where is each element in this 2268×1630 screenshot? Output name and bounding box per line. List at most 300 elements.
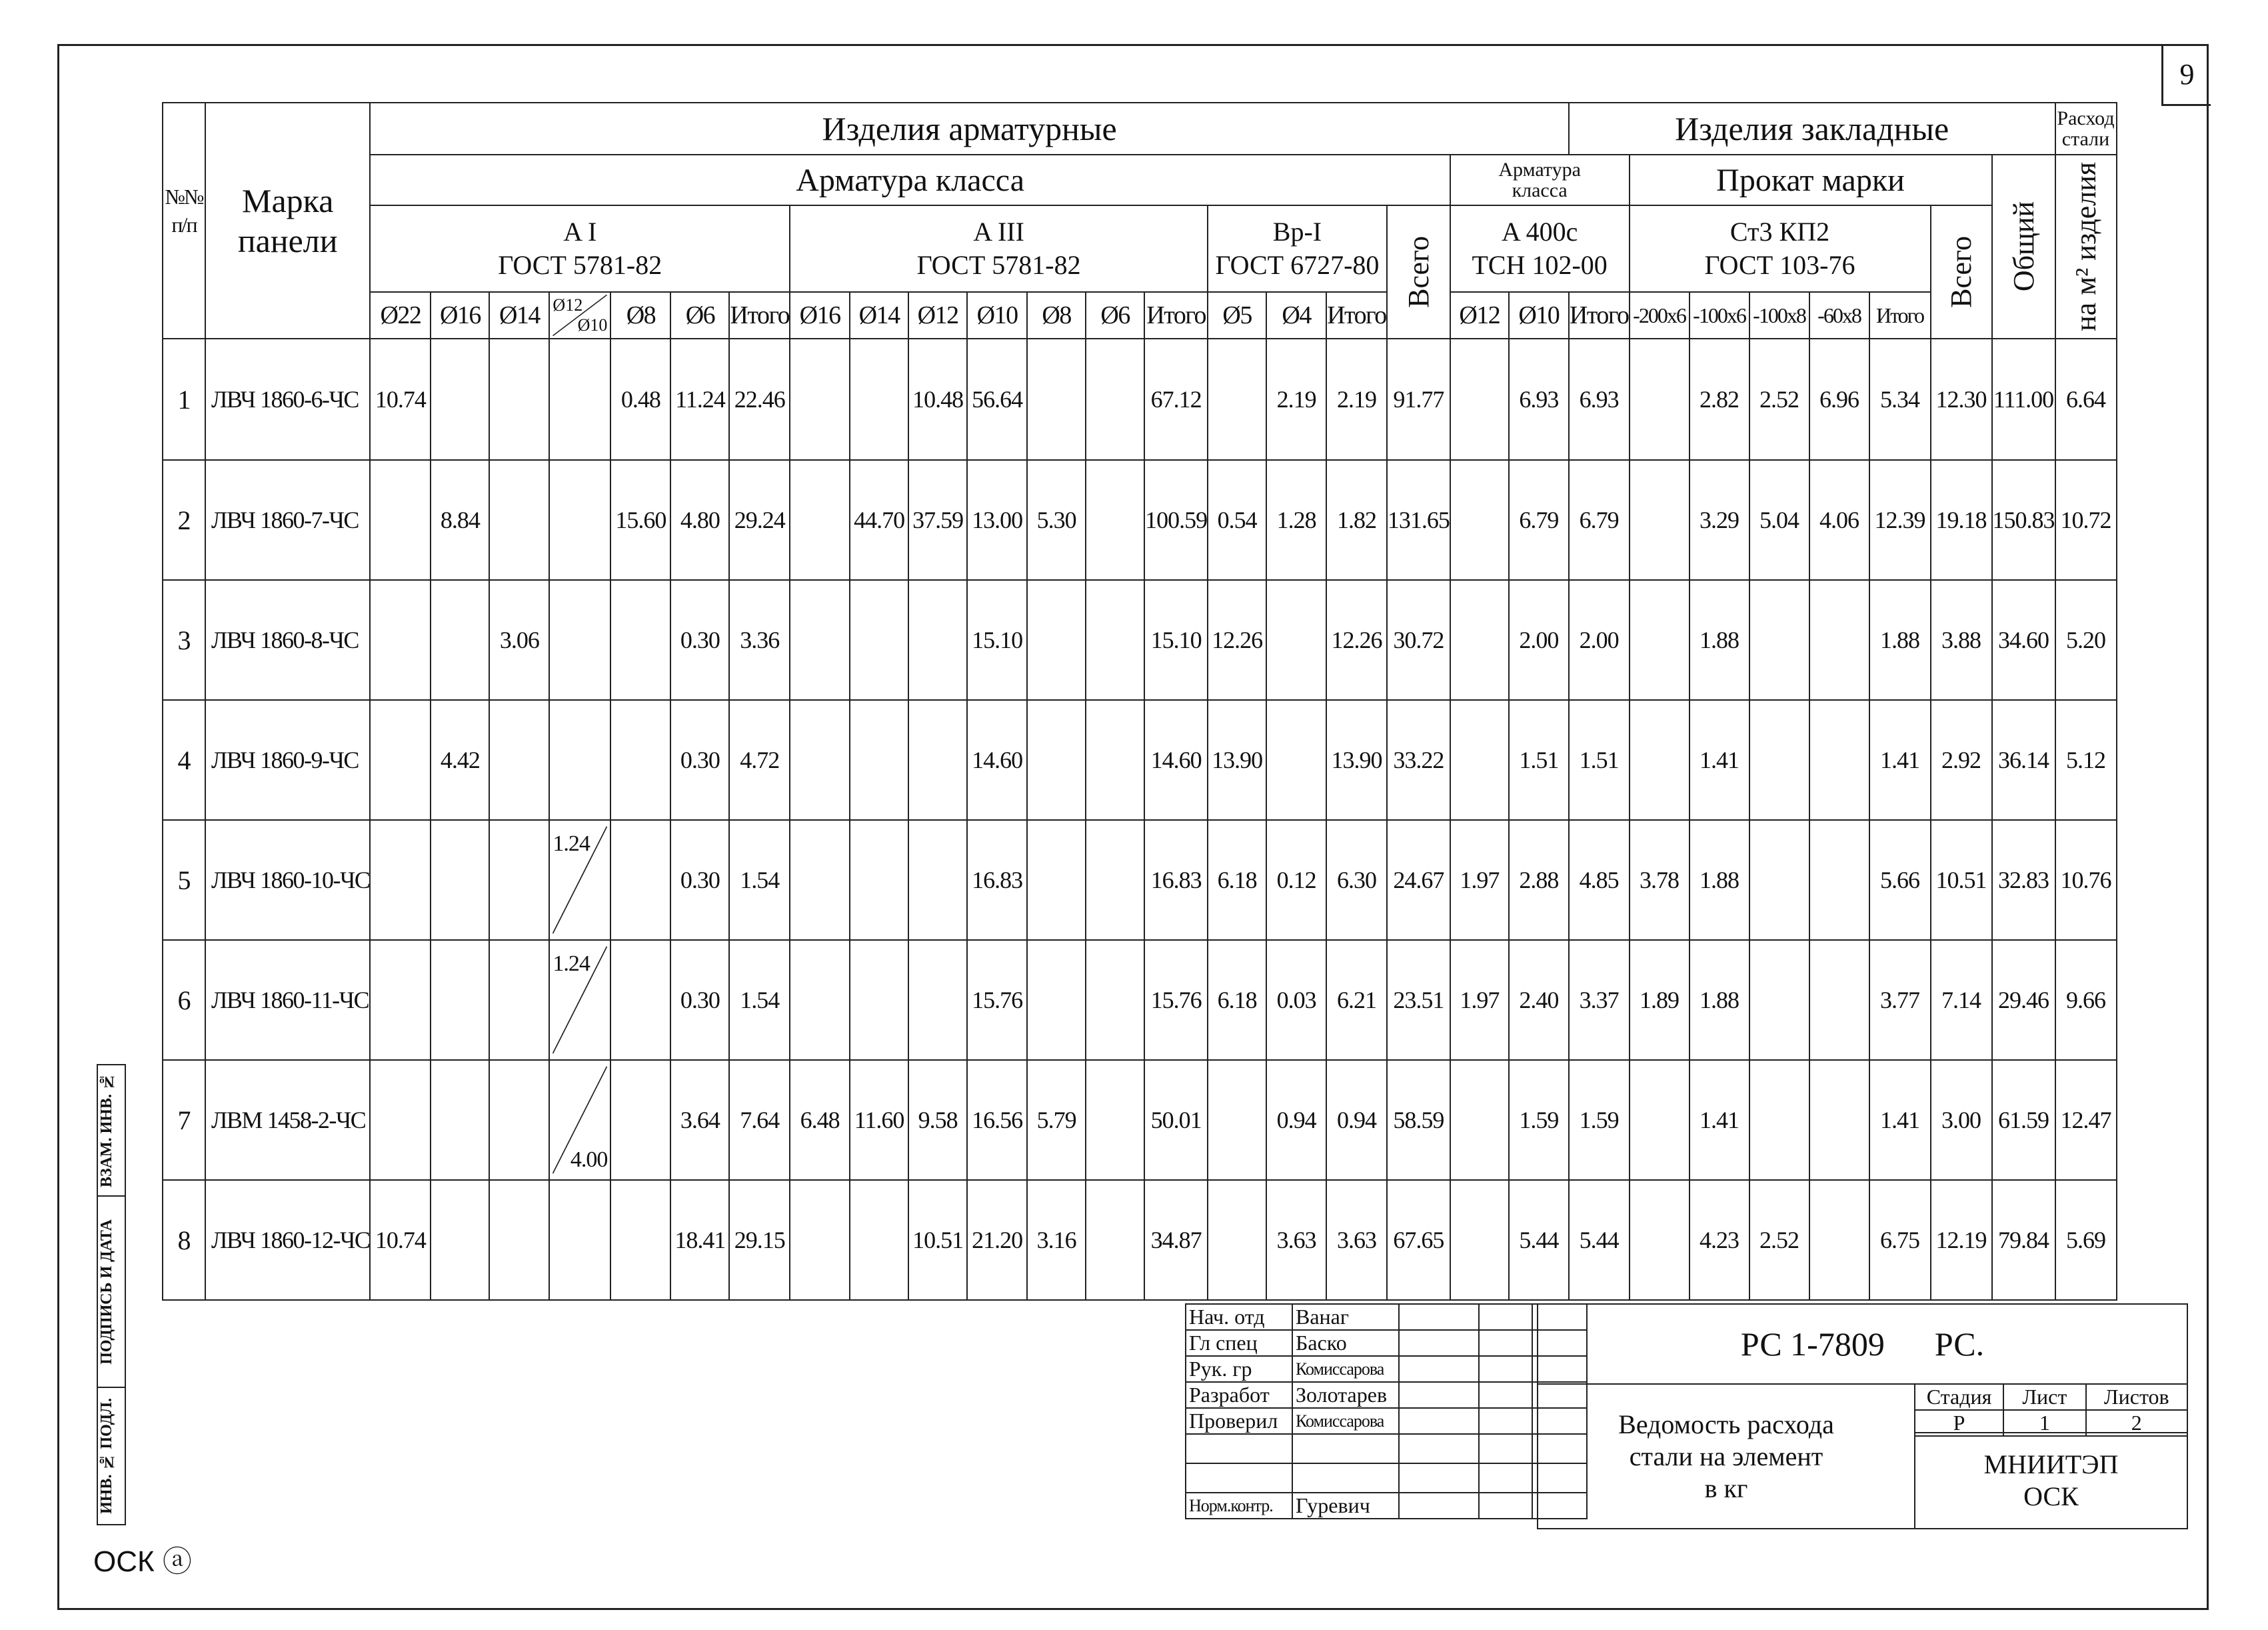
cell-a1 bbox=[549, 460, 610, 580]
cell-a400: 1.51 bbox=[1569, 700, 1630, 820]
signature-cell bbox=[1399, 1304, 1479, 1330]
subheader-a3: Ø10 bbox=[967, 292, 1027, 339]
subheader-st3: -100x8 bbox=[1749, 292, 1809, 339]
row-panel-mark: ЛВЧ 1860-6-ЧС bbox=[205, 339, 370, 460]
cell-a3 bbox=[1086, 339, 1144, 460]
cell-total-reinf: 33.22 bbox=[1387, 700, 1450, 820]
cell-total: 150.83 bbox=[1992, 460, 2055, 580]
signature-cell bbox=[1399, 1408, 1479, 1434]
header-embedded-items: Изделия закладные bbox=[1569, 103, 2055, 155]
frac-top: Ø12 bbox=[553, 295, 583, 315]
cell-a1 bbox=[549, 580, 610, 700]
cell-a1 bbox=[370, 820, 431, 940]
cell-total-embedded: 3.00 bbox=[1931, 1060, 1992, 1180]
title-block bbox=[162, 1303, 2188, 1529]
cell-total-reinf: 67.65 bbox=[1387, 1180, 1450, 1300]
cell-a3 bbox=[790, 940, 850, 1060]
sheet-label: Лист bbox=[2003, 1384, 2085, 1410]
cell-a400: 2.88 bbox=[1509, 820, 1569, 940]
cell-bp1 bbox=[1266, 580, 1326, 700]
cell-a1 bbox=[431, 1060, 489, 1180]
table-row bbox=[163, 339, 2117, 460]
cell-a1: 1.54 bbox=[729, 940, 790, 1060]
cell-a1 bbox=[610, 580, 670, 700]
header-num: №№ п/п bbox=[163, 103, 205, 339]
cell-st3: 6.75 bbox=[1869, 1180, 1931, 1300]
cell-a3 bbox=[790, 339, 850, 460]
cell-st3: 1.89 bbox=[1630, 940, 1690, 1060]
cell-a3: 34.87 bbox=[1144, 1180, 1208, 1300]
cell-a1: 3.06 bbox=[489, 580, 549, 700]
cell-a1 bbox=[431, 820, 489, 940]
signature-cell bbox=[1399, 1356, 1479, 1382]
cell-a1 bbox=[489, 940, 549, 1060]
date-cell bbox=[1479, 1330, 1532, 1356]
header-embedded-reinf-class: Арматура класса bbox=[1450, 155, 1630, 205]
signer-name bbox=[1292, 1463, 1399, 1493]
cell-a1 bbox=[489, 339, 549, 460]
cell-a3: 10.48 bbox=[908, 339, 967, 460]
cell-a3 bbox=[790, 700, 850, 820]
header-a400: A 400c ТСН 102-00 bbox=[1450, 205, 1630, 292]
cell-a1: 29.24 bbox=[729, 460, 790, 580]
cell-a1 bbox=[610, 1060, 670, 1180]
cell-st3 bbox=[1749, 1060, 1809, 1180]
cell-a3: 5.30 bbox=[1027, 460, 1086, 580]
cell-bp1 bbox=[1208, 1180, 1266, 1300]
cell-bp1: 0.94 bbox=[1326, 1060, 1387, 1180]
cell-a1: 18.41 bbox=[670, 1180, 729, 1300]
role-label: Проверил bbox=[1186, 1408, 1292, 1434]
strip-label-original: ИНВ. № ПОДЛ. bbox=[98, 1398, 115, 1514]
cell-st3: 3.29 bbox=[1690, 460, 1749, 580]
signer-name: Ванаг bbox=[1292, 1304, 1399, 1330]
cell-total-reinf: 23.51 bbox=[1387, 940, 1450, 1060]
subheader-a1: Ø6 bbox=[670, 292, 729, 339]
cell-a400: 2.40 bbox=[1509, 940, 1569, 1060]
cell-a400 bbox=[1450, 700, 1509, 820]
cell-st3 bbox=[1630, 460, 1690, 580]
frac-bottom: Ø10 bbox=[577, 315, 608, 335]
table-row bbox=[163, 580, 2117, 700]
steel-consumption-table bbox=[162, 102, 2117, 1301]
cell-total-embedded: 7.14 bbox=[1931, 940, 1992, 1060]
signature-cell bbox=[1399, 1382, 1479, 1408]
cell-a1: 0.48 bbox=[610, 339, 670, 460]
page-number: 9 bbox=[2161, 44, 2211, 106]
header-bp1: Вр-I ГОСТ 6727-80 bbox=[1208, 205, 1387, 292]
cell-a400 bbox=[1450, 1060, 1509, 1180]
header-total-reinf bbox=[1387, 205, 1450, 339]
cell-st3 bbox=[1749, 820, 1809, 940]
cell-st3 bbox=[1809, 940, 1869, 1060]
cell-a400: 1.59 bbox=[1509, 1060, 1569, 1180]
cell-a1 bbox=[431, 339, 489, 460]
cell-total-embedded: 12.30 bbox=[1931, 339, 1992, 460]
cell-total-reinf: 58.59 bbox=[1387, 1060, 1450, 1180]
cell-a3: 5.79 bbox=[1027, 1060, 1086, 1180]
header-per-m2-label: на м² изделия bbox=[2069, 162, 2102, 331]
cell-bp1: 6.21 bbox=[1326, 940, 1387, 1060]
cell-a3: 14.60 bbox=[967, 700, 1027, 820]
cell-total: 36.14 bbox=[1992, 700, 2055, 820]
cell-a3: 14.60 bbox=[1144, 700, 1208, 820]
cell-a1 bbox=[489, 820, 549, 940]
cell-bp1: 6.18 bbox=[1208, 820, 1266, 940]
cell-a3 bbox=[908, 700, 967, 820]
cell-st3 bbox=[1749, 940, 1809, 1060]
diag-value: 1.24 bbox=[553, 951, 590, 976]
cell-a1 bbox=[431, 1180, 489, 1300]
subheader-a1: Итого bbox=[729, 292, 790, 339]
cell-a400: 6.93 bbox=[1569, 339, 1630, 460]
approval-strip bbox=[97, 1064, 126, 1525]
cell-st3 bbox=[1630, 339, 1690, 460]
cell-st3 bbox=[1749, 580, 1809, 700]
date-cell bbox=[1479, 1304, 1532, 1330]
strip-cell bbox=[97, 1065, 125, 1196]
cell-a3 bbox=[1027, 339, 1086, 460]
cell-a3: 16.56 bbox=[967, 1060, 1027, 1180]
cell-st3: 1.41 bbox=[1869, 1060, 1931, 1180]
cell-total: 32.83 bbox=[1992, 820, 2055, 940]
cell-total-embedded: 12.19 bbox=[1931, 1180, 1992, 1300]
cell-a1: 22.46 bbox=[729, 339, 790, 460]
cell-a1 bbox=[549, 1180, 610, 1300]
subheader-a400: Ø10 bbox=[1509, 292, 1569, 339]
cell-bp1: 2.19 bbox=[1326, 339, 1387, 460]
stage-table bbox=[1914, 1383, 2188, 1437]
cell-a3: 15.10 bbox=[1144, 580, 1208, 700]
cell-a400: 1.97 bbox=[1450, 820, 1509, 940]
cell-a1: 4.72 bbox=[729, 700, 790, 820]
diag-value: 4.00 bbox=[570, 1147, 608, 1172]
row-number: 2 bbox=[163, 460, 205, 580]
subheader-a400: Итого bbox=[1569, 292, 1630, 339]
header-total-embedded bbox=[1931, 205, 1992, 339]
subheader-bp1: Ø4 bbox=[1266, 292, 1326, 339]
cell-a3: 11.60 bbox=[850, 1060, 908, 1180]
date-cell bbox=[1479, 1356, 1532, 1382]
subheader-a1: Ø22 bbox=[370, 292, 431, 339]
cell-a400: 4.85 bbox=[1569, 820, 1630, 940]
cell-st3: 12.39 bbox=[1869, 460, 1931, 580]
cell-a1 bbox=[610, 700, 670, 820]
cell-bp1: 2.19 bbox=[1266, 339, 1326, 460]
subheader-st3: -60x8 bbox=[1809, 292, 1869, 339]
subheader-a1: Ø14 bbox=[489, 292, 549, 339]
cell-bp1: 0.94 bbox=[1266, 1060, 1326, 1180]
cell-a400: 5.44 bbox=[1509, 1180, 1569, 1300]
cell-st3: 1.88 bbox=[1690, 820, 1749, 940]
row-number: 6 bbox=[163, 940, 205, 1060]
cell-st3: 4.23 bbox=[1690, 1180, 1749, 1300]
cell-a3: 44.70 bbox=[850, 460, 908, 580]
cell-a1: 0.30 bbox=[670, 820, 729, 940]
cell-total-reinf: 91.77 bbox=[1387, 339, 1450, 460]
cell-per-m2: 10.76 bbox=[2055, 820, 2117, 940]
subheader-st3: -200x6 bbox=[1630, 292, 1690, 339]
cell-a3 bbox=[1086, 820, 1144, 940]
role-label bbox=[1186, 1434, 1292, 1463]
cell-a1 bbox=[549, 339, 610, 460]
table-row bbox=[163, 1060, 2117, 1180]
header-total-label: Общий bbox=[2007, 201, 2040, 292]
cell-a1 bbox=[370, 580, 431, 700]
cell-total: 111.00 bbox=[1992, 339, 2055, 460]
cell-a400: 1.97 bbox=[1450, 940, 1509, 1060]
subheader-a3: Итого bbox=[1144, 292, 1208, 339]
cell-a1 bbox=[610, 940, 670, 1060]
row-panel-mark: ЛВМ 1458-2-ЧС bbox=[205, 1060, 370, 1180]
subheader-a400: Ø12 bbox=[1450, 292, 1509, 339]
date-cell bbox=[1479, 1493, 1532, 1519]
cell-a3: 37.59 bbox=[908, 460, 967, 580]
cell-a3 bbox=[850, 700, 908, 820]
cell-bp1: 6.30 bbox=[1326, 820, 1387, 940]
cell-st3 bbox=[1630, 1060, 1690, 1180]
cell-a1: 4.80 bbox=[670, 460, 729, 580]
cell-per-m2: 5.12 bbox=[2055, 700, 2117, 820]
cell-a3 bbox=[1086, 940, 1144, 1060]
cell-a3 bbox=[908, 940, 967, 1060]
cell-st3: 4.06 bbox=[1809, 460, 1869, 580]
cell-a400 bbox=[1450, 460, 1509, 580]
cell-a1: 15.60 bbox=[610, 460, 670, 580]
cell-a1: 4.42 bbox=[431, 700, 489, 820]
cell-bp1 bbox=[1208, 339, 1266, 460]
signer-name: Золотарев bbox=[1292, 1382, 1399, 1408]
row-panel-mark: ЛВЧ 1860-8-ЧС bbox=[205, 580, 370, 700]
document-code: РС 1-7809 РС. bbox=[1537, 1303, 2188, 1385]
cell-a400 bbox=[1450, 580, 1509, 700]
cell-a1 bbox=[431, 940, 489, 1060]
strip-label-signature: ПОДПИСЬ И ДАТА bbox=[98, 1219, 115, 1365]
date-cell bbox=[1479, 1408, 1532, 1434]
cell-st3 bbox=[1630, 1180, 1690, 1300]
cell-total-embedded: 2.92 bbox=[1931, 700, 1992, 820]
cell-a400: 2.00 bbox=[1569, 580, 1630, 700]
cell-a3 bbox=[850, 339, 908, 460]
header-steel-use: Расход стали bbox=[2055, 103, 2117, 155]
cell-a400: 2.00 bbox=[1509, 580, 1569, 700]
cell-bp1: 3.63 bbox=[1266, 1180, 1326, 1300]
table-row bbox=[163, 940, 2117, 1060]
cell-a3 bbox=[908, 820, 967, 940]
role-label: Гл спец bbox=[1186, 1330, 1292, 1356]
subheader-a1: Ø16 bbox=[431, 292, 489, 339]
cell-total: 79.84 bbox=[1992, 1180, 2055, 1300]
cell-a3: 16.83 bbox=[1144, 820, 1208, 940]
cell-a1 bbox=[370, 940, 431, 1060]
cell-a1 bbox=[489, 460, 549, 580]
cell-st3: 3.77 bbox=[1869, 940, 1931, 1060]
cell-a3: 21.20 bbox=[967, 1180, 1027, 1300]
cell-st3 bbox=[1630, 700, 1690, 820]
cell-a400 bbox=[1450, 1180, 1509, 1300]
cell-per-m2: 5.69 bbox=[2055, 1180, 2117, 1300]
cell-bp1: 12.26 bbox=[1326, 580, 1387, 700]
cell-a3 bbox=[1086, 1180, 1144, 1300]
cell-total-embedded: 19.18 bbox=[1931, 460, 1992, 580]
table-row bbox=[163, 1180, 2117, 1300]
cell-bp1: 0.03 bbox=[1266, 940, 1326, 1060]
cell-a3 bbox=[790, 460, 850, 580]
header-total bbox=[1992, 155, 2055, 339]
role-label: Разработ bbox=[1186, 1382, 1292, 1408]
cell-st3 bbox=[1809, 700, 1869, 820]
cell-a1 bbox=[370, 460, 431, 580]
header-reinforcement-class: Арматура класса bbox=[370, 155, 1450, 205]
diag-value: 1.24 bbox=[553, 831, 590, 856]
cell-a3 bbox=[1027, 940, 1086, 1060]
header-per-m2 bbox=[2055, 155, 2117, 339]
row-number: 3 bbox=[163, 580, 205, 700]
stage-label: Стадия bbox=[1915, 1384, 2003, 1410]
row-number: 5 bbox=[163, 820, 205, 940]
role-label: Нач. отд bbox=[1186, 1304, 1292, 1330]
cell-st3 bbox=[1809, 820, 1869, 940]
table-row bbox=[163, 820, 2117, 940]
date-cell bbox=[1479, 1463, 1532, 1493]
cell-a1: 3.64 bbox=[670, 1060, 729, 1180]
cell-a3: 3.16 bbox=[1027, 1180, 1086, 1300]
cell-a1: 0.30 bbox=[670, 700, 729, 820]
date-cell bbox=[1479, 1382, 1532, 1408]
cell-a400: 6.79 bbox=[1569, 460, 1630, 580]
footer-mark: ОСК ⓐ bbox=[93, 1545, 192, 1578]
cell-a400: 6.79 bbox=[1509, 460, 1569, 580]
cell-total-reinf: 131.65 bbox=[1387, 460, 1450, 580]
cell-a3 bbox=[1086, 580, 1144, 700]
cell-total-reinf: 24.67 bbox=[1387, 820, 1450, 940]
cell-per-m2: 6.64 bbox=[2055, 339, 2117, 460]
signer-name: Гуревич bbox=[1292, 1493, 1399, 1519]
cell-a3 bbox=[1027, 700, 1086, 820]
subheader-st3: -100x6 bbox=[1690, 292, 1749, 339]
row-panel-mark: ЛВЧ 1860-10-ЧС bbox=[205, 820, 370, 940]
role-label bbox=[1186, 1463, 1292, 1493]
cell-a1: 1.54 bbox=[729, 820, 790, 940]
cell-a3: 15.76 bbox=[1144, 940, 1208, 1060]
cell-a3 bbox=[908, 580, 967, 700]
signature-cell bbox=[1399, 1493, 1479, 1519]
cell-total-embedded: 3.88 bbox=[1931, 580, 1992, 700]
row-panel-mark: ЛВЧ 1860-11-ЧС bbox=[205, 940, 370, 1060]
cell-a1 bbox=[610, 1180, 670, 1300]
cell-a1-d12-d10 bbox=[549, 1060, 610, 1180]
table-row bbox=[163, 700, 2117, 820]
cell-st3 bbox=[1809, 580, 1869, 700]
header-mark: Марка панели bbox=[205, 103, 370, 339]
subheader-a1: Ø8 bbox=[610, 292, 670, 339]
row-panel-mark: ЛВЧ 1860-9-ЧС bbox=[205, 700, 370, 820]
signature-cell bbox=[1399, 1463, 1479, 1493]
header-rolled-steel: Прокат марки bbox=[1630, 155, 1992, 205]
header-total-embedded-label: Всего bbox=[1945, 236, 1977, 308]
cell-total: 34.60 bbox=[1992, 580, 2055, 700]
row-number: 7 bbox=[163, 1060, 205, 1180]
strip-cell bbox=[97, 1196, 125, 1387]
cell-bp1: 1.82 bbox=[1326, 460, 1387, 580]
cell-a1: 11.24 bbox=[670, 339, 729, 460]
cell-a400 bbox=[1450, 339, 1509, 460]
document-title: Ведомость расхода стали на элемент в кг bbox=[1537, 1383, 1915, 1529]
subheader-bp1: Итого bbox=[1326, 292, 1387, 339]
cell-per-m2: 10.72 bbox=[2055, 460, 2117, 580]
cell-a3 bbox=[1086, 700, 1144, 820]
cell-a3: 10.51 bbox=[908, 1180, 967, 1300]
strip-label-replace: ВЗАМ. ИНВ. № bbox=[98, 1073, 115, 1188]
cell-a3: 9.58 bbox=[908, 1060, 967, 1180]
cell-bp1: 3.63 bbox=[1326, 1180, 1387, 1300]
role-label: Рук. гр bbox=[1186, 1356, 1292, 1382]
cell-a1 bbox=[610, 820, 670, 940]
cell-bp1: 12.26 bbox=[1208, 580, 1266, 700]
cell-a3: 6.48 bbox=[790, 1060, 850, 1180]
cell-st3 bbox=[1630, 580, 1690, 700]
cell-bp1: 6.18 bbox=[1208, 940, 1266, 1060]
cell-a3: 100.59 bbox=[1144, 460, 1208, 580]
subheader-a3: Ø12 bbox=[908, 292, 967, 339]
header-reinforcement-items: Изделия арматурные bbox=[370, 103, 1568, 155]
cell-st3: 1.41 bbox=[1690, 1060, 1749, 1180]
cell-a1 bbox=[370, 1060, 431, 1180]
cell-a3 bbox=[850, 1180, 908, 1300]
cell-a1: 10.74 bbox=[370, 339, 431, 460]
signer-name: Комиссарова bbox=[1292, 1356, 1399, 1382]
cell-a400: 1.59 bbox=[1569, 1060, 1630, 1180]
cell-a3 bbox=[790, 580, 850, 700]
cell-a1 bbox=[431, 580, 489, 700]
subheader-st3: Итого bbox=[1869, 292, 1931, 339]
cell-a3: 16.83 bbox=[967, 820, 1027, 940]
cell-st3: 2.52 bbox=[1749, 1180, 1809, 1300]
cell-st3: 3.78 bbox=[1630, 820, 1690, 940]
signature-cell bbox=[1399, 1330, 1479, 1356]
sheets-label: Листов bbox=[2086, 1384, 2187, 1410]
row-panel-mark: ЛВЧ 1860-7-ЧС bbox=[205, 460, 370, 580]
stage-value: Р bbox=[1915, 1410, 2003, 1436]
cell-a1: 29.15 bbox=[729, 1180, 790, 1300]
cell-a1-d12-d10 bbox=[549, 940, 610, 1060]
cell-a1: 0.30 bbox=[670, 580, 729, 700]
cell-a3: 13.00 bbox=[967, 460, 1027, 580]
table-row bbox=[163, 460, 2117, 580]
signer-name: Баско bbox=[1292, 1330, 1399, 1356]
subheader-a3: Ø6 bbox=[1086, 292, 1144, 339]
cell-a3: 15.10 bbox=[967, 580, 1027, 700]
cell-a1 bbox=[370, 700, 431, 820]
signature-cell bbox=[1399, 1434, 1479, 1463]
cell-a3 bbox=[850, 820, 908, 940]
cell-a3: 15.76 bbox=[967, 940, 1027, 1060]
cell-a1 bbox=[489, 1180, 549, 1300]
cell-bp1: 0.54 bbox=[1208, 460, 1266, 580]
cell-st3: 2.82 bbox=[1690, 339, 1749, 460]
cell-bp1: 0.12 bbox=[1266, 820, 1326, 940]
strip-cell bbox=[97, 1387, 125, 1525]
cell-a400: 3.37 bbox=[1569, 940, 1630, 1060]
cell-st3: 1.41 bbox=[1690, 700, 1749, 820]
cell-st3: 5.34 bbox=[1869, 339, 1931, 460]
row-number: 4 bbox=[163, 700, 205, 820]
header-st3: Ст3 КП2 ГОСТ 103-76 bbox=[1630, 205, 1931, 292]
cell-st3 bbox=[1749, 700, 1809, 820]
cell-per-m2: 9.66 bbox=[2055, 940, 2117, 1060]
cell-st3: 1.41 bbox=[1869, 700, 1931, 820]
cell-per-m2: 12.47 bbox=[2055, 1060, 2117, 1180]
